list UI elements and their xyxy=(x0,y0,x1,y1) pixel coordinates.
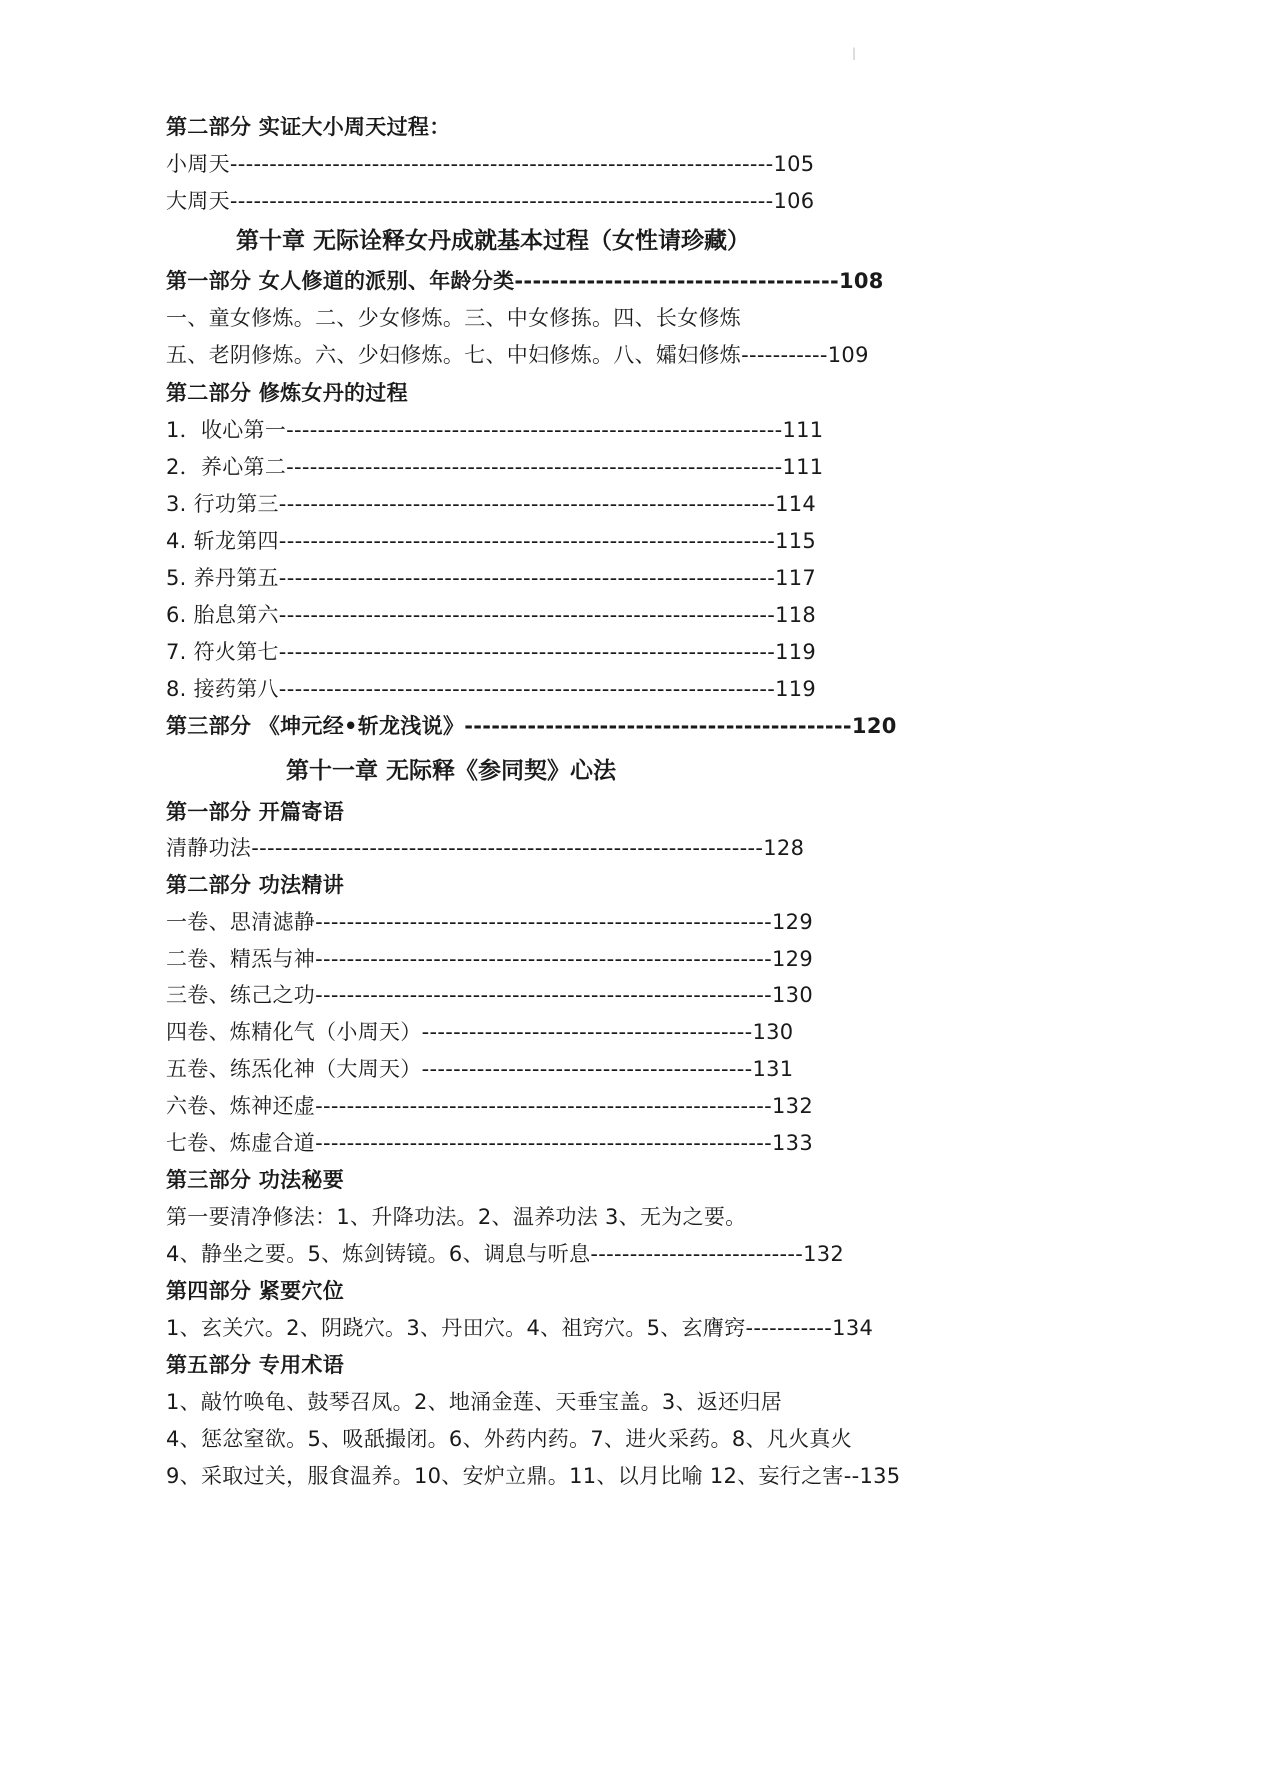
chapter-title: 第十一章 无际释《参同契》心法 xyxy=(286,758,617,784)
toc-entry: 二卷、精炁与神----------------------------------------------------------129 xyxy=(166,947,813,971)
toc-entry: 2．养心第二---------------------------------------------------------------111 xyxy=(166,455,824,479)
toc-entry: 大周天---------------------------------------------------------------------106 xyxy=(166,189,815,213)
toc-entry: 1、玄关穴。2、阴跷穴。3、丹田穴。4、祖窍穴。5、玄膺窍-----------134 xyxy=(166,1316,874,1340)
toc-entry: 五、老阴修炼。六、少妇修炼。七、中妇修炼。八、孀妇修炼-----------109 xyxy=(166,343,869,367)
toc-entry: 8. 接药第八---------------------------------------------------------------119 xyxy=(166,677,817,701)
toc-entry: 1、敲竹唤龟、鼓琴召凤。2、地涌金莲、天垂宝盖。3、返还归居 xyxy=(166,1390,783,1414)
part-heading: 第一部分 女人修道的派别、年龄分类------------------------------------108 xyxy=(166,269,884,293)
toc-entry: 小周天---------------------------------------------------------------------105 xyxy=(166,152,815,176)
part-heading: 第二部分 修炼女丹的过程 xyxy=(166,381,408,405)
toc-entry: 三卷、练己之功----------------------------------------------------------130 xyxy=(166,983,813,1007)
chapter-title: 第十章 无际诠释女丹成就基本过程（女性请珍藏） xyxy=(236,228,751,254)
toc-entry: 清静功法-----------------------------------------------------------------128 xyxy=(166,836,805,860)
toc-entry: 五卷、练炁化神（大周天）------------------------------------------131 xyxy=(166,1057,794,1081)
toc-entry: 5. 养丹第五---------------------------------------------------------------117 xyxy=(166,566,817,590)
toc-entry: 7. 符火第七---------------------------------------------------------------119 xyxy=(166,640,817,664)
toc-entry: 一、童女修炼。二、少女修炼。三、中女修拣。四、长女修炼 xyxy=(166,306,742,330)
part-heading: 第三部分 《坤元经•斩龙浅说》-------------------------------------------120 xyxy=(166,714,897,738)
part-heading: 第五部分 专用术语 xyxy=(166,1353,345,1377)
part-heading: 第二部分 功法精讲 xyxy=(166,873,345,897)
toc-entry: 4、惩忿窒欲。5、吸舐撮闭。6、外药内药。7、进火采药。8、凡火真火 xyxy=(166,1427,853,1451)
toc-entry: 1．收心第一---------------------------------------------------------------111 xyxy=(166,418,824,442)
part-heading: 第四部分 紧要穴位 xyxy=(166,1279,345,1303)
part-heading: 第二部分 实证大小周天过程： xyxy=(166,115,451,139)
scan-edge-mark: | xyxy=(852,46,857,60)
toc-entry: 3. 行功第三---------------------------------------------------------------114 xyxy=(166,492,817,516)
toc-entry: 一卷、思清滤静----------------------------------------------------------129 xyxy=(166,910,813,934)
part-heading: 第三部分 功法秘要 xyxy=(166,1168,345,1192)
toc-entry: 9、采取过关，服食温养。10、安炉立鼎。11、以月比喻 12、妄行之害--135 xyxy=(166,1464,901,1488)
toc-entry: 4、静坐之要。5、炼剑铸镜。6、调息与听息---------------------------132 xyxy=(166,1242,845,1266)
toc-entry: 六卷、炼神还虚----------------------------------------------------------132 xyxy=(166,1094,813,1118)
part-heading: 第一部分 开篇寄语 xyxy=(166,800,345,824)
toc-entry: 四卷、炼精化气（小周天）------------------------------------------130 xyxy=(166,1020,794,1044)
toc-entry: 4. 斩龙第四---------------------------------------------------------------115 xyxy=(166,529,817,553)
toc-entry: 七卷、炼虚合道----------------------------------------------------------133 xyxy=(166,1131,813,1155)
toc-entry: 第一要清净修法：1、升降功法。2、温养功法 3、无为之要。 xyxy=(166,1205,747,1229)
toc-entry: 6. 胎息第六---------------------------------------------------------------118 xyxy=(166,603,817,627)
